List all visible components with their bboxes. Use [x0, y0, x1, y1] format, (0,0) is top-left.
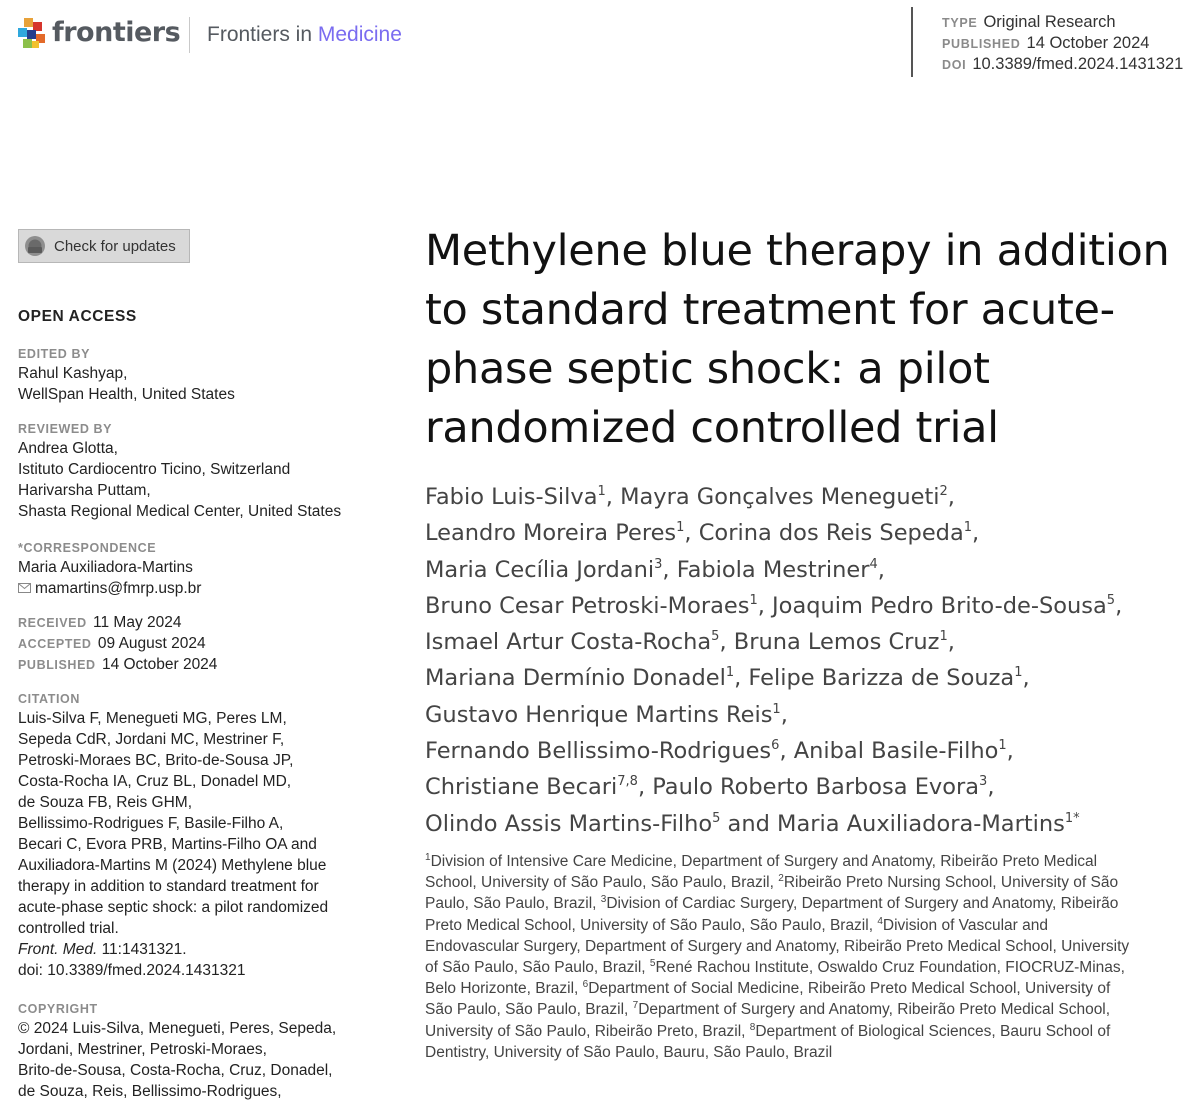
affiliation-marker: 1	[1014, 665, 1023, 681]
affiliation-text: Belo Horizonte, Brazil,	[425, 980, 583, 998]
author-name[interactable]: , Mayra Gonçalves Menegueti	[605, 484, 940, 510]
author-name[interactable]: Ismael Artur Costa-Rocha	[425, 629, 712, 656]
affiliation-marker: 1	[749, 592, 758, 608]
affiliation-text: Dentistry, University of São Paulo, Bauru, São Paulo, Brazil	[425, 1043, 833, 1061]
citation-line: Bellissimo-Rodrigues F, Basile-Filho A,	[18, 815, 284, 832]
reviewed-by-label: REVIEWED BY	[18, 422, 113, 436]
affiliation-marker: 6	[771, 738, 780, 754]
affiliation-text: Ribeirão Preto Nursing School, University of São	[783, 874, 1119, 892]
copyright-label: COPYRIGHT	[18, 1002, 98, 1016]
author-name[interactable]: , Joaquim Pedro Brito-de-Sousa	[757, 592, 1107, 619]
citation-line: de Souza FB, Reis GHM,	[18, 794, 193, 811]
citation-text	[18, 708, 378, 939]
affiliation-marker: 5	[1106, 592, 1116, 608]
received-value: 11 May 2024	[93, 614, 182, 631]
published-date	[18, 654, 378, 675]
affiliation-line	[425, 957, 1193, 978]
author-name[interactable]: , Paulo Roberto Barbosa Evora	[637, 774, 980, 801]
author-name[interactable]: and Maria Auxiliadora-Martins	[720, 810, 1065, 837]
author-name[interactable]: , Anibal Basile-Filho	[779, 738, 999, 765]
affiliation-marker: 1	[676, 520, 685, 536]
author-name: ,	[947, 484, 955, 510]
affiliation-text: of São Paulo, São Paulo, Brazil,	[425, 959, 650, 977]
affiliation-line	[425, 851, 1193, 872]
citation-line: Petroski-Moraes BC, Brito-de-Sousa JP,	[18, 752, 294, 769]
citation-volume: 11:1431321.	[101, 941, 187, 958]
affiliation-text: Department of Social Medicine, Ribeirão Preto Medical School, University of	[588, 980, 1111, 998]
citation-line: Costa-Rocha IA, Cruz BL, Donadel MD,	[18, 773, 292, 790]
affiliation-marker: 1	[963, 520, 973, 536]
affiliation-line	[425, 1042, 1193, 1063]
author-line	[425, 479, 1200, 515]
author-name[interactable]: Fernando Bellissimo-Rodrigues	[425, 738, 772, 765]
affiliation-text: Division of Intensive Care Medicine, Department of Surgery and Anatomy, Ribeirão Preto Medical	[430, 853, 1098, 870]
author-name[interactable]: Bruno Cesar Petroski-Moraes	[425, 592, 750, 619]
affiliation-text: Division of Vascular and	[882, 916, 1049, 934]
author-name: ,	[877, 556, 885, 583]
header-divider	[189, 17, 190, 53]
author-line	[425, 588, 1200, 624]
author-name[interactable]: , Corina dos Reis Sepeda	[684, 520, 964, 547]
reviewer-line: Istituto Cardiocentro Ticino, Switzerland	[18, 461, 291, 478]
correspondence-label: *CORRESPONDENCE	[18, 541, 157, 555]
affiliation-marker: 5	[712, 810, 721, 826]
affiliation-marker: 2	[939, 484, 948, 499]
copyright-line: de Souza, Reis, Bellissimo-Rodrigues,	[18, 1083, 282, 1100]
affiliation-number: 8	[749, 1021, 756, 1033]
affiliation-number: 3	[600, 894, 607, 906]
journal-title: Medicine	[317, 23, 402, 46]
journal-prefix: Frontiers in	[207, 23, 313, 46]
affiliation-line	[425, 978, 1193, 999]
article-meta	[942, 12, 1183, 75]
author-line	[425, 660, 1200, 696]
citation-line: Sepeda CdR, Jordani MC, Mestriner F,	[18, 731, 285, 748]
author-name: ,	[1022, 665, 1030, 692]
affiliation-marker: 5	[711, 629, 720, 645]
author-name[interactable]: Gustavo Henrique Martins Reis	[425, 701, 773, 728]
affiliation-marker: 7,8	[617, 774, 638, 790]
editor-line: Rahul Kashyap,	[18, 365, 128, 382]
citation-line: controlled trial.	[18, 920, 119, 937]
copyright-line: © 2024 Luis-Silva, Menegueti, Peres, Sepeda,	[18, 1020, 337, 1037]
author-name: ,	[972, 520, 980, 547]
open-access-label: OPEN ACCESS	[18, 308, 137, 325]
author-name[interactable]: Mariana Dermínio Donadel	[425, 665, 726, 692]
received-label: RECEIVED	[18, 616, 87, 630]
article-title: Methylene blue therapy in addition to standard treatment for acute-phase septic shock: a pilot randomized controlled trial	[425, 226, 1170, 453]
affiliations	[425, 851, 1193, 1063]
affiliation-line	[425, 936, 1193, 957]
affiliation-text: São Paulo, São Paulo, Brazil,	[425, 1001, 633, 1019]
check-updates-icon	[24, 235, 46, 257]
affiliation-line	[425, 872, 1193, 893]
author-name: ,	[947, 629, 955, 656]
affiliation-text: Endovascular Surgery, Department of Surgery and Anatomy, Ribeirão Preto Medical School, University	[425, 937, 1130, 955]
citation-doi[interactable]: doi: 10.3389/fmed.2024.1431321	[18, 962, 246, 979]
check-for-updates-button[interactable]	[18, 229, 190, 263]
citation-line: acute-phase septic shock: a pilot randomized	[18, 899, 329, 916]
published-label: PUBLISHED	[18, 658, 96, 672]
citation-journal-line	[18, 939, 378, 960]
author-list	[425, 479, 1200, 842]
affiliation-number: 6	[582, 979, 589, 991]
author-name[interactable]: , Fabiola Mestriner	[662, 556, 870, 583]
reviewer-line: Andrea Glotta,	[18, 440, 118, 457]
affiliation-text: School, University of São Paulo, São Paulo, Brazil,	[425, 874, 779, 892]
affiliation-number: 4	[877, 915, 883, 927]
author-name[interactable]: Maria Cecília Jordani	[425, 556, 655, 583]
edited-by-section	[18, 345, 378, 405]
author-line	[425, 697, 1200, 733]
citation-section	[18, 690, 378, 981]
author-name[interactable]: Christiane Becari	[425, 774, 618, 801]
editor-line: WellSpan Health, United States	[18, 386, 235, 403]
brand-name: frontiers	[52, 17, 181, 48]
meta-published-value: 14 October 2024	[1026, 34, 1150, 52]
check-updates-label: Check for updates	[54, 237, 176, 255]
email-address: mamartins@fmrp.usp.br	[35, 580, 202, 597]
affiliation-marker: 1	[939, 629, 948, 645]
affiliation-number: 2	[778, 873, 784, 885]
author-name: ,	[987, 774, 995, 801]
affiliation-text: Department of Biological Sciences, Bauru School of	[755, 1022, 1111, 1040]
citation-line: Luis-Silva F, Menegueti MG, Peres LM,	[18, 710, 287, 727]
meta-type-label: TYPE	[942, 16, 978, 30]
correspondence-section	[18, 539, 378, 599]
author-line	[425, 552, 1200, 588]
meta-doi-value[interactable]: 10.3389/fmed.2024.1431321	[972, 55, 1184, 73]
affiliation-marker: 1	[998, 738, 1007, 754]
author-name[interactable]: , Felipe Barizza de Souza	[734, 665, 1015, 692]
reviewed-by-list	[18, 438, 378, 522]
copyright-line: Brito-de-Sousa, Costa-Rocha, Cruz, Donadel,	[18, 1062, 333, 1079]
affiliation-number: 5	[649, 958, 656, 970]
affiliation-text: Paulo, São Paulo, Brazil,	[425, 895, 601, 913]
affiliation-marker: 1*	[1064, 810, 1080, 826]
affiliation-text: University of São Paulo, Ribeirão Preto, Brazil,	[425, 1022, 750, 1040]
affiliation-line	[425, 1021, 1193, 1042]
affiliation-marker: 1	[597, 484, 606, 499]
edited-by-list	[18, 363, 378, 405]
affiliation-number: 7	[632, 1000, 639, 1012]
copyright-line: Jordani, Mestriner, Petroski-Moraes,	[18, 1041, 267, 1058]
affiliation-marker: 3	[654, 556, 663, 572]
author-name: ,	[780, 701, 788, 728]
author-line	[425, 515, 1200, 551]
meta-doi-label: DOI	[942, 58, 967, 72]
accepted-value: 09 August 2024	[97, 635, 206, 652]
author-line	[425, 806, 1200, 842]
author-name[interactable]: Olindo Assis Martins-Filho	[425, 810, 713, 837]
received-date	[18, 612, 378, 633]
citation-line: Becari C, Evora PRB, Martins-Filho OA and	[18, 836, 317, 853]
journal-name[interactable]	[207, 23, 402, 47]
citation-journal: Front. Med.	[18, 941, 98, 958]
affiliation-line	[425, 893, 1193, 914]
author-name[interactable]: Fabio Luis-Silva	[425, 484, 598, 510]
meta-type	[942, 12, 1183, 33]
affiliation-marker: 1	[772, 701, 781, 717]
meta-published	[942, 33, 1183, 54]
author-line	[425, 769, 1200, 805]
reviewer-line: Harivarsha Puttam,	[18, 482, 151, 499]
accepted-label: ACCEPTED	[18, 637, 92, 651]
affiliation-line	[425, 999, 1193, 1020]
affiliation-marker: 1	[725, 665, 735, 681]
affiliation-marker: 4	[869, 556, 878, 572]
published-value: 14 October 2024	[101, 656, 218, 673]
author-name: ,	[1006, 738, 1014, 765]
copyright-text	[18, 1018, 378, 1102]
meta-published-label: PUBLISHED	[942, 37, 1021, 51]
frontiers-logo[interactable]	[18, 17, 180, 48]
accepted-date	[18, 633, 378, 654]
citation-label: CITATION	[18, 692, 80, 706]
frontiers-logo-icon	[18, 18, 46, 48]
author-name: ,	[1115, 592, 1123, 619]
author-name[interactable]: , Bruna Lemos Cruz	[719, 629, 940, 656]
correspondence-name: Maria Auxiliadora-Martins	[18, 559, 193, 576]
envelope-icon	[18, 583, 31, 593]
meta-type-value: Original Research	[983, 13, 1116, 31]
affiliation-text: Department of Surgery and Anatomy, Ribeirão Preto Medical School,	[638, 1001, 1111, 1019]
edited-by-label: EDITED BY	[18, 347, 91, 361]
affiliation-text: Division of Cardiac Surgery, Department of Surgery and Anatomy, Ribeirão	[606, 895, 1119, 913]
affiliation-text: Preto Medical School, University of São Paulo, São Paulo, Brazil,	[425, 916, 878, 934]
reviewer-line: Shasta Regional Medical Center, United States	[18, 503, 342, 520]
affiliation-line	[425, 915, 1193, 936]
copyright-section	[18, 1000, 378, 1102]
meta-doi	[942, 54, 1183, 75]
correspondence-email[interactable]	[18, 578, 378, 599]
author-line	[425, 624, 1200, 660]
affiliation-number: 1	[425, 852, 431, 863]
citation-line: therapy in addition to standard treatment for	[18, 878, 319, 895]
author-line	[425, 733, 1200, 769]
reviewed-by-section	[18, 420, 378, 522]
affiliation-text: René Rachou Institute, Oswaldo Cruz Foundation, FIOCRUZ-Minas,	[655, 959, 1125, 977]
citation-line: Auxiliadora-Martins M (2024) Methylene blue	[18, 857, 327, 874]
affiliation-marker: 3	[979, 774, 988, 790]
author-name[interactable]: Leandro Moreira Peres	[425, 520, 677, 547]
meta-divider	[911, 7, 913, 77]
dates-section	[18, 612, 378, 675]
